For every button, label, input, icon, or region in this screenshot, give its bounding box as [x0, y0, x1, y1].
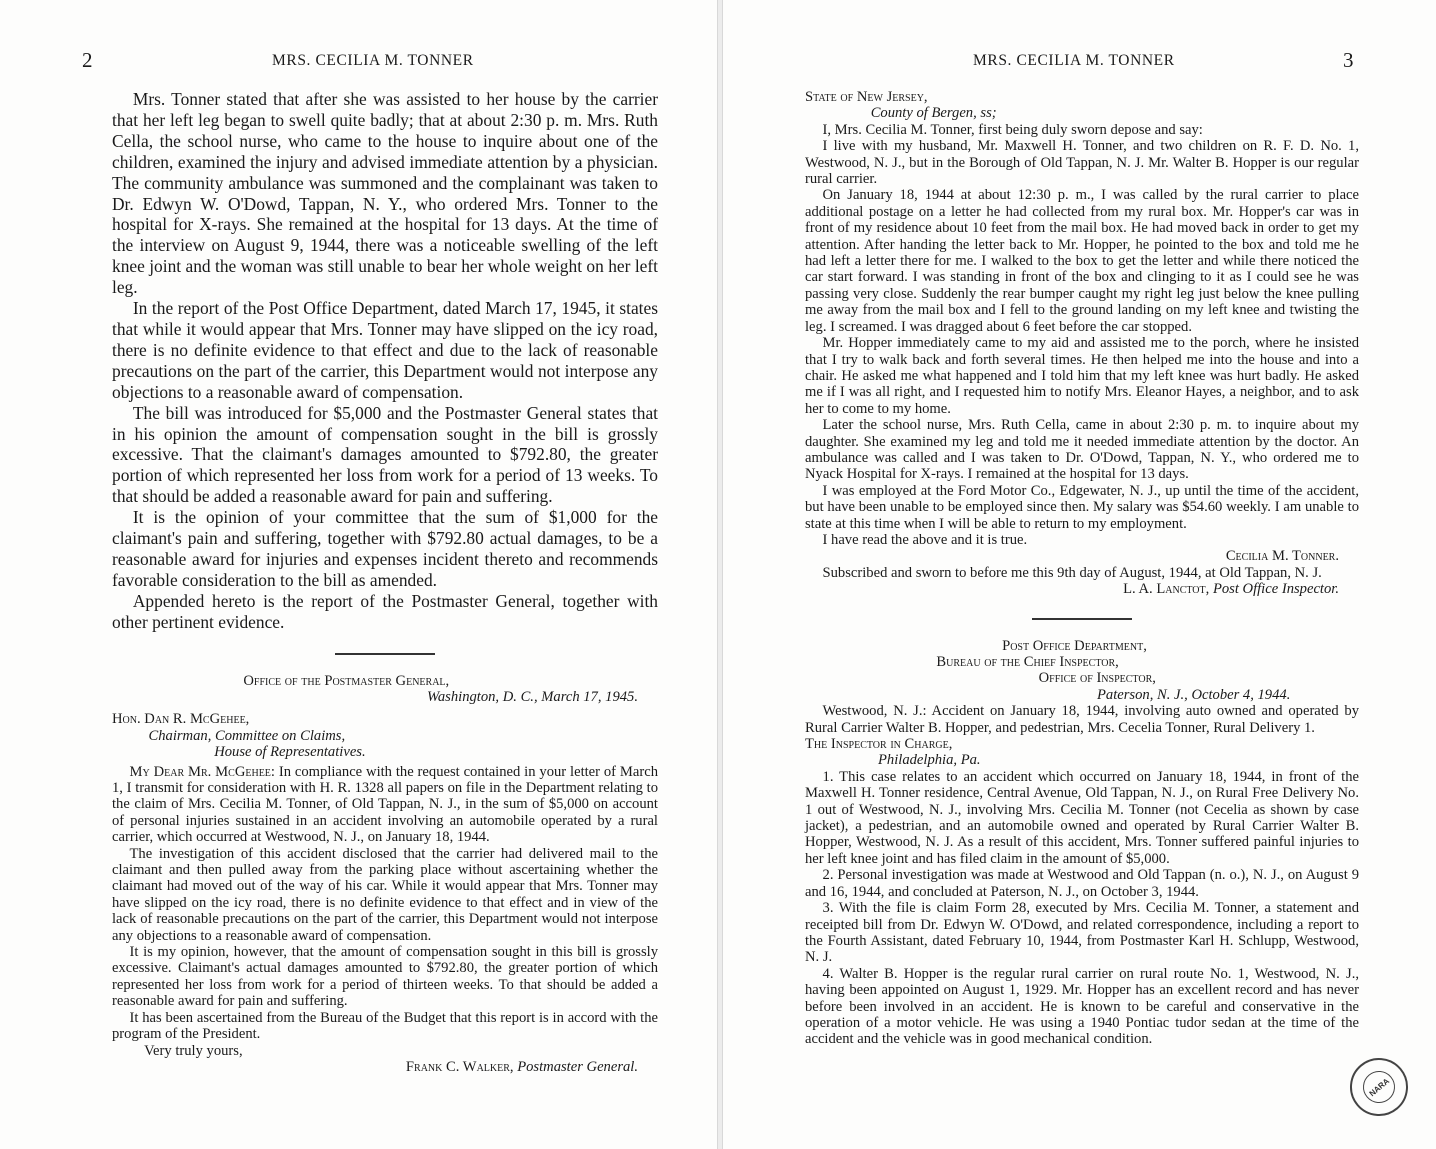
- section-divider: [335, 653, 435, 655]
- running-head: MRS. CECILIA M. TONNER: [973, 52, 1175, 69]
- letter-paragraph: It is my opinion, however, that the amount of compensation sought in this bill is grossly excessive. Claimant's actual damages amounted to $792.80, the greater portion of which represented her loss from work for a period of thirteen weeks. To that should be added a reasonable award for pain and suffering.: [112, 944, 658, 1010]
- report-paragraph: 1. This case relates to an accident which occurred on January 18, 1944, in front of the Maxwell H. Tonner residence, Central Avenue, Old Tappan, N. J., on Rural Free Delivery No. 1 out of Westwood, N. J., involving Mrs. Cecilia M. Tonner (not Cecelia as shown by case jacket), a pedestrian, and an automobile owned and operated by Rural Carrier Walter B. Hopper, Westwood, N. J. As a result of this accident, Mrs. Tonner suffered painful injuries to her left knee joint and has filed claim in the amount of $5,000.: [805, 768, 1359, 867]
- affidavit-paragraph: Later the school nurse, Mrs. Ruth Cella, came in about 2:30 p. m. to inquire about my daughter. She examined my leg and told me it needed immediate attention by the doctor. An ambulance was called and I was taken to Dr. O'Dowd, Tappan, N. Y., who ordered me to Nyack Hospital for X-rays. I remained at the hospital for 13 days.: [805, 417, 1359, 483]
- letter-office: Office of the Postmaster General,: [243, 672, 450, 689]
- addressee-title: Chairman, Committee on Claims,: [148, 727, 346, 744]
- stamp-center: NARA: [1356, 1064, 1401, 1109]
- report-paragraph: Mrs. Tonner stated that after she was assisted to her house by the carrier that her left leg began to swell quite badly; that at about 2:30 p. m. Mrs. Ruth Cella, the school nurse, who came to the house to inquire about one of the children, examined the injury and advised immediate attention by a physician. The community ambulance was summoned and the complainant was taken to Dr. Edwyn W. O'Dowd, Tappan, N. Y., who ordered Mrs. Tonner to the hospital for X-rays. She remained at the hospital for 13 days. At the time of the interview on August 9, 1944, there was a noticeable swelling of the left knee joint and the woman was still unable to bear her whole weight on her left leg.: [112, 89, 658, 298]
- report-to-place: Philadelphia, Pa.: [878, 752, 981, 769]
- letter-paragraph: My Dear Mr. McGehee: In compliance with the request contained in your letter of March 1, I transmit for consideration with H. R. 1328 all papers on file in the Department relating to the claim of Mrs. Cecilia M. Tonner, of Old Tappan, N. J., in the sum of $5,000 on account of personal injuries sustained in an accident involving an automobile operated by a rural carrier, which occurred at Westwood, N. J., on January 18, 1944.: [112, 763, 659, 846]
- letter-closing: Very truly yours,: [144, 1042, 243, 1059]
- running-head: MRS. CECILIA M. TONNER: [272, 52, 474, 69]
- report-dept: Post Office Department,: [1002, 637, 1147, 654]
- report-to-line: The Inspector in Charge,: [805, 736, 953, 753]
- affidavit-paragraph: I was employed at the Ford Motor Co., Edgewater, N. J., up until the time of the accident, but have been unable to be employed since then. My salary was $54.60 weekly. I am unable to state at this time when I will be able to return to my employment.: [805, 482, 1359, 532]
- section-divider: [1032, 618, 1132, 620]
- letter-paragraph: The investigation of this accident disclosed that the carrier had delivered mail to the claimant and then pulled away from the parking place without ascertaining whether the claimant had moved out of the way of his car. While it would appear that Mrs. Tonner may have slipped on the icy road, there is no definite evidence to that effect and in view of the lack of reasonable precautions on the part of the carrier, this Department would not interpose any objections to a reasonable award of compensation.: [112, 845, 658, 944]
- affidavit-state: State of New Jersey,: [805, 89, 928, 105]
- affidavit-paragraph: Mr. Hopper immediately came to my aid and assisted me to the porch, where he insisted that I try to walk back and forth several times. He then helped me into the house and into a chair. He asked me what happened and I told him that my left knee was hurt badly. He asked me if I was all right, and I requested him to notify Mrs. Eleanor Hayes, a neighbor, and to ask her to come to my home.: [805, 335, 1359, 417]
- inspector-signature: L. A. Lanctot, Post Office Inspector.: [1123, 581, 1339, 598]
- letter-signature: Frank C. Walker, Postmaster General.: [405, 1058, 638, 1075]
- report-place-date: Paterson, N. J., October 4, 1944.: [1097, 686, 1291, 703]
- affidavit: [805, 89, 1359, 598]
- letter-place-date: Washington, D. C., March 17, 1945.: [427, 688, 638, 705]
- right-page: [722, 0, 1436, 1149]
- report-office: Office of Inspector,: [1038, 670, 1156, 687]
- committee-report: [112, 89, 658, 633]
- postmaster-letter: [112, 673, 658, 1076]
- jurat: Subscribed and sworn to before me this 9th day of August, 1944, at Old Tappan, N. J.: [822, 564, 1322, 581]
- salutation: My Dear Mr. McGehee:: [129, 763, 275, 780]
- letter-paragraph: It has been ascertained from the Bureau of the Budget that this report is in accord with the program of the President.: [112, 1009, 658, 1043]
- affiant-signature: Cecilia M. Tonner.: [1225, 548, 1339, 565]
- affidavit-paragraph: On January 18, 1944 at about 12:30 p. m., I was called by the rural carrier to place additional postage on a letter he had collected from my rural box. Mr. Hopper's car was in front of my residence about 10 feet from the mail box. He had moved back in order to get my attention. After handing the letter back to Mr. Hopper, he pointed to the box and told me he had left a letter there for me. I walked to the box to get the letter and while there noticed the car start forward. I was standing in front of the box and clinging to it as I could see he was passing very close. Suddenly the rear bumper caught my right leg just below the knee pulling me away from the mail box and I fell to the ground landing on my left knee and twisting the leg. I screamed. I was dragged about 6 feet before the car stopped.: [805, 187, 1359, 335]
- affidavit-county: County of Bergen, ss;: [870, 105, 997, 122]
- report-paragraph: In the report of the Post Office Department, dated March 17, 1945, it states that while it would appear that Mrs. Tonner may have slipped on the icy road, there is no definite evidence to that effect and due to the lack of reasonable precautions on the part of the carrier, this Department would not interpose any objections to a reasonable award of compensation.: [112, 298, 658, 402]
- inspector-report: [805, 638, 1359, 1048]
- report-bureau: Bureau of the Chief Inspector,: [936, 654, 1119, 670]
- report-subject: Westwood, N. J.: Accident on January 18, 1944, involving auto owned and operated by Rural Carrier Walter B. Hopper, and pedestrian, Mrs. Cecelia Tonner, Rural Delivery 1.: [805, 703, 1359, 736]
- affidavit-paragraph: I, Mrs. Cecilia M. Tonner, first being duly sworn depose and say:: [822, 121, 1203, 138]
- right-content: [805, 89, 1359, 1048]
- page-number: 2: [82, 48, 93, 72]
- report-paragraph: It is the opinion of your committee that the sum of $1,000 for the claimant's pain and suffering, together with $792.80 actual damages, to be a reasonable award for injuries and expenses incident thereto and recommends favorable consideration to the bill as amended.: [112, 507, 658, 590]
- affidavit-paragraph: I have read the above and it is true.: [822, 531, 1028, 548]
- page-number: 3: [1343, 48, 1354, 72]
- report-paragraph: 3. With the file is claim Form 28, executed by Mrs. Cecilia M. Tonner, a statement and receipted bill from Dr. Edwyn W. O'Dowd, and related correspondence, including a report to the Fourth Assistant, dated February 10, 1944, from Postmaster Karl H. Schlupp, Westwood, N. J.: [805, 900, 1359, 966]
- report-paragraph: Appended hereto is the report of the Postmaster General, together with other pertinent evidence.: [112, 590, 658, 632]
- affidavit-paragraph: I live with my husband, Mr. Maxwell H. Tonner, and two children on R. F. D. No. 1, Westwood, N. J., but in the Borough of Old Tappan, N. J. Mr. Walter B. Hopper is our regular rural carrier.: [805, 138, 1359, 188]
- addressee-body: House of Representatives.: [214, 744, 366, 761]
- left-content: [112, 89, 658, 1075]
- addressee-name: Hon. Dan R. McGehee,: [112, 711, 250, 728]
- report-paragraph: 4. Walter B. Hopper is the regular rural carrier on rural route No. 1, Westwood, N. J., having been appointed on August 1, 1929. Mr. Hopper has an excellent record and has never before been involved in an accident. He is known to be careful and conservative in the operation of a motor vehicle. He was using a 1940 Pontiac tudor sedan at the time of the accident and the vehicle was in good mechanical condition.: [805, 965, 1359, 1048]
- report-paragraph: 2. Personal investigation was made at Westwood and Old Tappan (n. o.), N. J., on August 9 and 16, 1944, and concluded at Paterson, N. J., on October 3, 1944.: [805, 867, 1359, 900]
- report-paragraph: The bill was introduced for $5,000 and the Postmaster General states that in his opinion the amount of compensation sought in the bill is grossly excessive. That the claimant's damages amounted to $792.80, the greater portion of which represented her loss from work for a period of 13 weeks. To that should be added a reasonable award for pain and suffering.: [112, 402, 658, 507]
